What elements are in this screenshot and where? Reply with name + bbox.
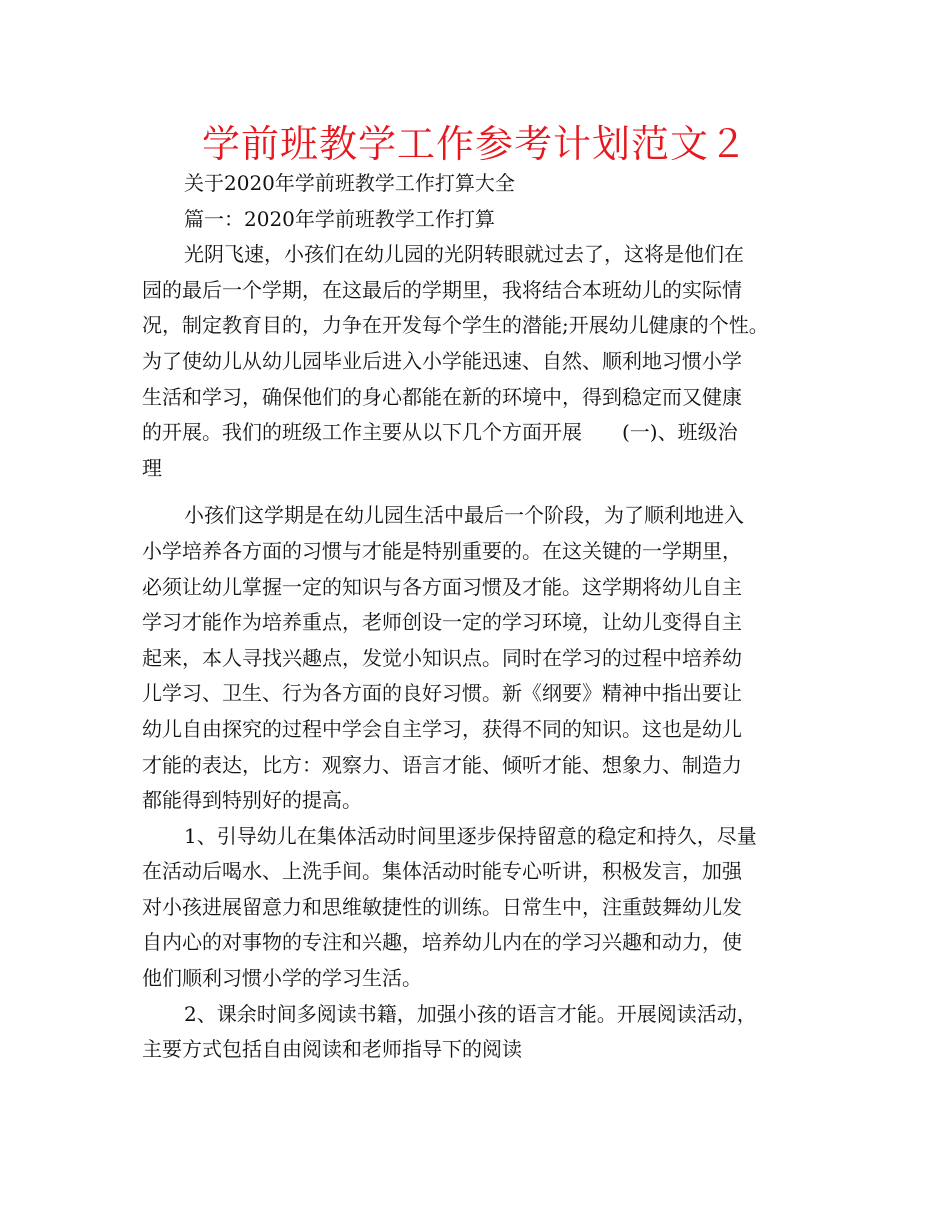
document-title: 学前班教学工作参考计划范文２ (201, 122, 748, 166)
paragraph-line: 小学培养各方面的习惯与才能是特别重要的。在这关键的一学期里， (142, 538, 742, 563)
paragraph-line: 为了使幼儿从幼儿园毕业后进入小学能迅速、自然、顺利地习惯小学 (142, 348, 742, 373)
paragraph-line: 儿学习、卫生、行为各方面的良好习惯。新《纲要》精神中指出要让 (142, 681, 742, 706)
paragraph-class-management (142, 498, 822, 818)
paragraph-line: 学习才能作为培养重点，老师创设一定的学习环境，让幼儿变得自主 (142, 610, 742, 635)
document-body (142, 166, 822, 1068)
paragraph-line: 光阴飞速，小孩们在幼儿园的光阴转眼就过去了，这将是他们在 (184, 242, 744, 267)
paragraph-line: 对小孩进展留意力和思维敏捷性的训练。日常生中，注重鼓舞幼儿发 (142, 894, 742, 919)
paragraph-line: 自内心的对事物的专注和兴趣，培养幼儿内在的学习兴趣和动力，使 (142, 930, 742, 955)
paragraph-line: 1、引导幼儿在集体活动时间里逐步保持留意的稳定和持久，尽量 (184, 823, 757, 848)
paragraph-line: 理 (142, 455, 162, 480)
subtitle-line: 关于2020年学前班教学工作打算大全 (184, 171, 515, 195)
paragraph-line: 起来，本人寻找兴趣点，发觉小知识点。同时在学习的过程中培养幼 (142, 645, 742, 670)
paragraph-line: 小孩们这学期是在幼儿园生活中最后一个阶段，为了顺利地进入 (184, 503, 744, 528)
paragraph-item-1 (142, 819, 822, 997)
paragraph-line: 必须让幼儿掌握一定的知识与各方面习惯及才能。这学期将幼儿自主 (142, 574, 742, 599)
paragraph-line: 主要方式包括自由阅读和老师指导下的阅读 (142, 1037, 522, 1062)
paragraph-line: 园的最后一个学期，在这最后的学期里，我将结合本班幼儿的实际情 (142, 277, 742, 302)
paragraph-line: 幼儿自由探究的过程中学会自主学习，获得不同的知识。这也是幼儿 (142, 716, 742, 741)
paragraph-gap (142, 486, 822, 498)
paragraph-line: 在活动后喝水、上洗手间。集体活动时能专心听讲，积极发言，加强 (142, 859, 742, 884)
paragraph-line: 才能的表达，比方：观察力、语言才能、倾听才能、想象力、制造力 (142, 752, 742, 777)
paragraph-item-2 (142, 997, 822, 1068)
paragraph-line: 生活和学习，确保他们的身心都能在新的环境中，得到稳定而又健康 (142, 384, 742, 409)
subtitle-line: 篇一：2020年学前班教学工作打算 (184, 206, 495, 231)
paragraph-line: 况，制定教育目的，力争在开发每个学生的潜能;开展幼儿健康的个性。 (142, 313, 769, 338)
paragraph-line: 2、课余时间多阅读书籍，加强小孩的语言才能。开展阅读活动， (184, 1001, 757, 1026)
paragraph-line: 他们顺利习惯小学的学习生活。 (142, 966, 422, 991)
paragraph-line: 的开展。我们的班级工作主要从以下几个方面开展 (一)、班级治 (142, 420, 738, 445)
paragraph-line: 都能得到特别好的提高。 (142, 788, 362, 813)
paragraph-intro (142, 237, 822, 486)
